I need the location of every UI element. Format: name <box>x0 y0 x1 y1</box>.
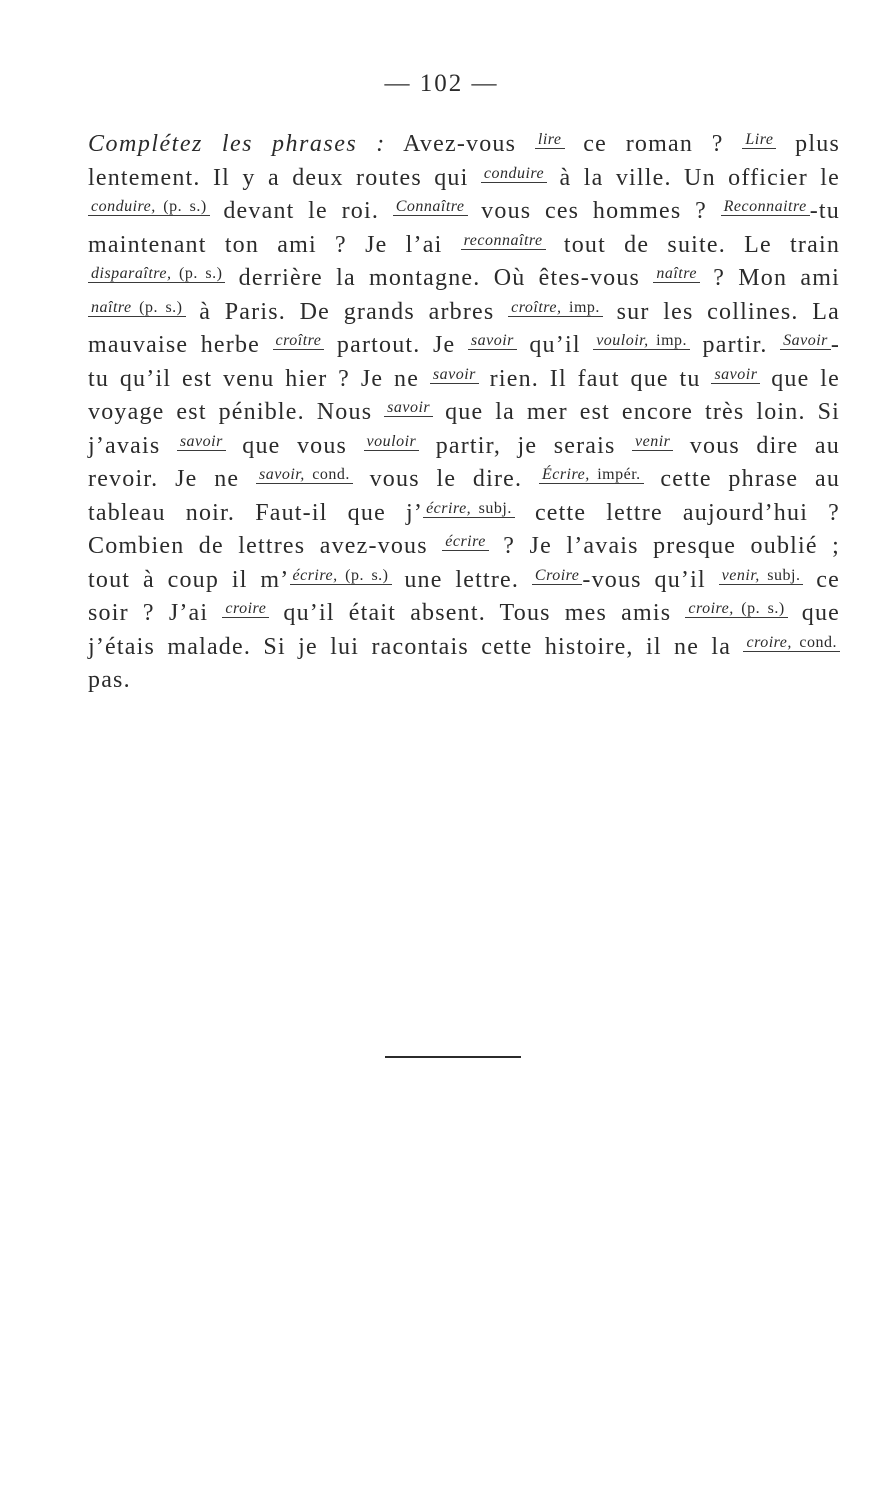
verb-blank: conduire <box>481 167 547 183</box>
verb-blank: croître, imp. <box>508 301 603 317</box>
verb-blank: savoir <box>468 334 517 350</box>
exercise-paragraph <box>88 128 840 698</box>
verb-blank: naître <box>653 267 700 283</box>
verb-blank: croître <box>273 334 325 350</box>
verb-blank: vouloir <box>364 435 420 451</box>
verb-blank: venir, subj. <box>719 569 804 585</box>
verb-blank: écrire <box>442 535 489 551</box>
text-segment: à Paris. De grands arbres <box>199 298 495 325</box>
text-segment: sur les collines. La mauvaise herbe <box>88 298 841 358</box>
text-segment: à la ville. Un officier le <box>559 164 841 191</box>
verb-blank: savoir <box>711 368 760 384</box>
text-segment: tout de suite. Le train <box>563 231 841 258</box>
verb-blank: Reconnaitre <box>721 200 810 216</box>
end-rule-divider <box>385 1056 521 1058</box>
verb-blank: écrire, (p. s.) <box>290 569 392 585</box>
verb-blank: croire, (p. s.) <box>685 602 787 618</box>
text-segment: qu’il <box>529 332 581 358</box>
verb-blank: écrire, subj. <box>423 502 515 518</box>
text-segment: partir. <box>702 332 768 358</box>
exercise-instruction: Complétez les phrases : <box>88 131 386 157</box>
verb-blank: savoir <box>430 368 479 384</box>
verb-blank: lire <box>535 133 565 149</box>
text-segment: vous ces hommes ? <box>481 198 707 224</box>
text-segment: partout. Je <box>336 332 456 358</box>
verb-blank: croire <box>222 602 269 618</box>
verb-blank: naître (p. s.) <box>88 301 186 317</box>
text-segment: qu’il était absent. Tous mes amis <box>283 600 672 626</box>
verb-blank: reconnaître <box>461 234 546 250</box>
text-segment: pas. <box>88 667 131 693</box>
verb-blank: vouloir, imp. <box>593 334 690 350</box>
verb-blank: croire, cond. <box>743 636 840 652</box>
text-segment: rien. Il faut que tu <box>489 365 701 392</box>
text-segment: que la mer est encore très loin. Si j’avais <box>88 399 840 459</box>
text-segment: -tu maintenant ton ami ? Je l’ai <box>88 198 840 258</box>
verb-blank: conduire, (p. s.) <box>88 200 210 216</box>
text-segment: plus lentement. Il y a deux routes qui <box>88 131 840 191</box>
text-segment: -tu qu’il est venu hier ? Je ne <box>88 332 841 392</box>
text-segment: que j’étais malade. Si je lui racontais cette histoire, il ne la <box>88 600 841 660</box>
verb-blank: Écrire, impér. <box>539 468 644 484</box>
verb-blank: disparaître, (p. s.) <box>88 267 225 283</box>
text-segment: ce soir ? J’ai <box>88 566 840 626</box>
verb-blank: savoir, cond. <box>256 468 353 484</box>
text-segment: devant le roi. <box>223 198 380 224</box>
text-segment: partir, je serais <box>435 432 616 459</box>
text-segment: que le voyage est pénible. Nous <box>88 365 840 425</box>
text-segment: que vous <box>242 432 348 459</box>
verb-blank: savoir <box>177 435 226 451</box>
text-segment: ce roman ? <box>583 131 724 157</box>
text-segment: derrière la montagne. Où êtes-vous <box>238 265 641 291</box>
text-segment: ? Je l’avais presque oublié ; tout à coup il m’ <box>88 533 841 593</box>
verb-blank: savoir <box>384 401 433 417</box>
text-segment: vous dire au revoir. Je ne <box>88 432 840 492</box>
verb-blank: venir <box>632 435 673 451</box>
text-segment: ? Mon ami <box>713 265 841 291</box>
text-segment: vous le dire. <box>369 466 523 492</box>
verb-blank: Lire <box>742 133 776 149</box>
verb-blank: Croire <box>532 569 582 585</box>
text-segment: cette lettre aujourd’hui ? Combien de lettres avez-vous <box>88 499 840 559</box>
text-segment: une lettre. <box>404 566 520 593</box>
verb-blank: Connaître <box>393 200 468 216</box>
text-segment: cette phrase au tableau noir. Faut-il que j’ <box>88 466 841 526</box>
text-segment: -vous qu’il <box>582 566 706 593</box>
verb-blank: Savoir <box>780 334 831 350</box>
text-segment: Avez-vous <box>403 131 517 157</box>
page-number: — 102 — <box>384 70 499 97</box>
